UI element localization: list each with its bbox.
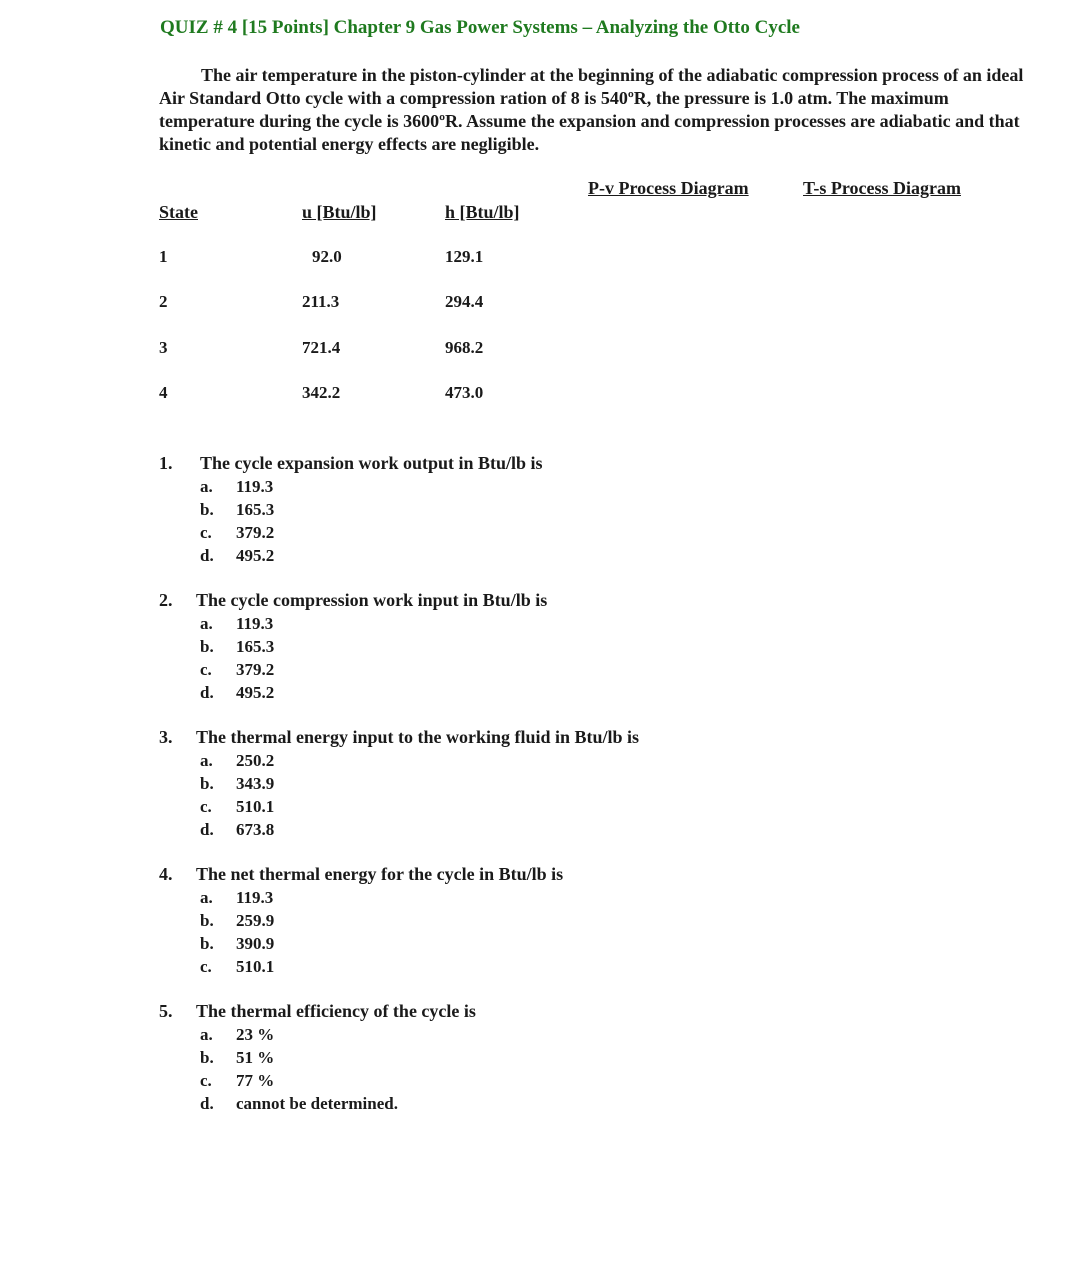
choice-letter: a. <box>200 614 213 633</box>
question-text: The cycle expansion work output in Btu/lb is <box>200 453 543 473</box>
choice-letter: c. <box>200 660 212 679</box>
question-text: The thermal efficiency of the cycle is <box>196 1001 476 1021</box>
quiz-title: QUIZ # 4 [15 Points] Chapter 9 Gas Power Systems – Analyzing the Otto Cycle <box>160 17 800 38</box>
question-number: 1. <box>159 453 173 473</box>
choice-letter: b. <box>200 911 214 930</box>
choice-letter: b. <box>200 1048 214 1067</box>
answer-choice <box>159 1069 476 1092</box>
question-2 <box>159 589 547 704</box>
table-cell-u: 342.2 <box>302 383 341 402</box>
answer-choice <box>159 1023 476 1046</box>
question-text: The thermal energy input to the working fluid in Btu/lb is <box>196 727 640 747</box>
answer-choice <box>159 612 547 635</box>
choice-value: 165.3 <box>236 500 275 519</box>
choice-value: 119.3 <box>236 477 274 496</box>
answer-choice <box>159 886 563 909</box>
table-header-u: u [Btu/lb] <box>302 202 377 222</box>
choice-value: 510.1 <box>236 957 275 976</box>
problem-statement: The air temperature in the piston-cylinder at the beginning of the adiabatic compression process of an ideal Air Standard Otto cycle with a compression ration of 8 is 540ºR, the pressure is 1.0 atm. The maximum temperature during the cycle is 3600ºR. Assume the expansion and compression processes are adiabatic and that kinetic and potential energy effects are negligible. <box>159 65 1024 154</box>
answer-choice <box>159 544 543 567</box>
choice-value: 379.2 <box>236 660 275 679</box>
table-cell-h: 129.1 <box>445 247 484 266</box>
choice-letter: a. <box>200 477 213 496</box>
choice-value: 119.3 <box>236 888 274 907</box>
choice-value: cannot be determined. <box>236 1094 398 1113</box>
choice-value: 51 % <box>236 1048 275 1067</box>
choice-letter: d. <box>200 546 214 565</box>
answer-choice <box>159 955 563 978</box>
choice-letter: a. <box>200 888 213 907</box>
answer-choice <box>159 681 547 704</box>
choice-value: 250.2 <box>236 751 275 770</box>
question-3 <box>159 726 639 841</box>
choice-value: 390.9 <box>236 934 275 953</box>
question-number: 4. <box>159 864 173 884</box>
choice-letter: b. <box>200 500 214 519</box>
question-text: The cycle compression work input in Btu/lb is <box>196 590 548 610</box>
choice-letter: c. <box>200 797 212 816</box>
table-cell-u: 211.3 <box>302 292 340 311</box>
table-header-h: h [Btu/lb] <box>445 202 520 222</box>
table-cell-state: 3 <box>159 338 168 357</box>
choice-letter: d. <box>200 820 214 839</box>
answer-choice <box>159 818 639 841</box>
choice-value: 379.2 <box>236 523 275 542</box>
answer-choice <box>159 932 563 955</box>
question-5 <box>159 1000 476 1115</box>
choice-value: 673.8 <box>236 820 275 839</box>
question-number: 3. <box>159 727 173 747</box>
answer-choice <box>159 909 563 932</box>
choice-letter: c. <box>200 523 212 542</box>
choice-value: 165.3 <box>236 637 275 656</box>
choice-letter: a. <box>200 1025 213 1044</box>
table-header-state: State <box>159 202 198 222</box>
question-1 <box>159 452 543 567</box>
choice-value: 119.3 <box>236 614 274 633</box>
table-cell-state: 1 <box>159 247 168 266</box>
pv-diagram-label: P-v Process Diagram <box>588 178 749 198</box>
choice-value: 259.9 <box>236 911 275 930</box>
question-number: 5. <box>159 1001 173 1021</box>
question-text: The net thermal energy for the cycle in Btu/lb is <box>196 864 564 884</box>
question-4 <box>159 863 563 978</box>
choice-letter: a. <box>200 751 213 770</box>
choice-letter: d. <box>200 1094 214 1113</box>
choice-letter: c. <box>200 957 212 976</box>
answer-choice <box>159 635 547 658</box>
answer-choice <box>159 1092 476 1115</box>
choice-letter: b. <box>200 934 214 953</box>
choice-value: 510.1 <box>236 797 275 816</box>
choice-letter: b. <box>200 774 214 793</box>
answer-choice <box>159 749 639 772</box>
table-cell-h: 473.0 <box>445 383 484 402</box>
answer-choice <box>159 772 639 795</box>
choice-value: 77 % <box>236 1071 275 1090</box>
table-cell-state: 2 <box>159 292 168 311</box>
table-cell-u: 721.4 <box>302 338 341 357</box>
table-cell-state: 4 <box>159 383 168 402</box>
answer-choice <box>159 795 639 818</box>
answer-choice <box>159 498 543 521</box>
answer-choice <box>159 658 547 681</box>
choice-letter: b. <box>200 637 214 656</box>
ts-diagram-label: T-s Process Diagram <box>803 178 961 198</box>
question-number: 2. <box>159 590 173 610</box>
choice-value: 343.9 <box>236 774 275 793</box>
choice-value: 495.2 <box>236 683 275 702</box>
choice-letter: c. <box>200 1071 212 1090</box>
table-cell-h: 968.2 <box>445 338 484 357</box>
answer-choice <box>159 1046 476 1069</box>
choice-value: 495.2 <box>236 546 275 565</box>
choice-letter: d. <box>200 683 214 702</box>
table-cell-h: 294.4 <box>445 292 484 311</box>
choice-value: 23 % <box>236 1025 275 1044</box>
table-cell-u: 92.0 <box>312 247 342 266</box>
answer-choice <box>159 475 543 498</box>
answer-choice <box>159 521 543 544</box>
